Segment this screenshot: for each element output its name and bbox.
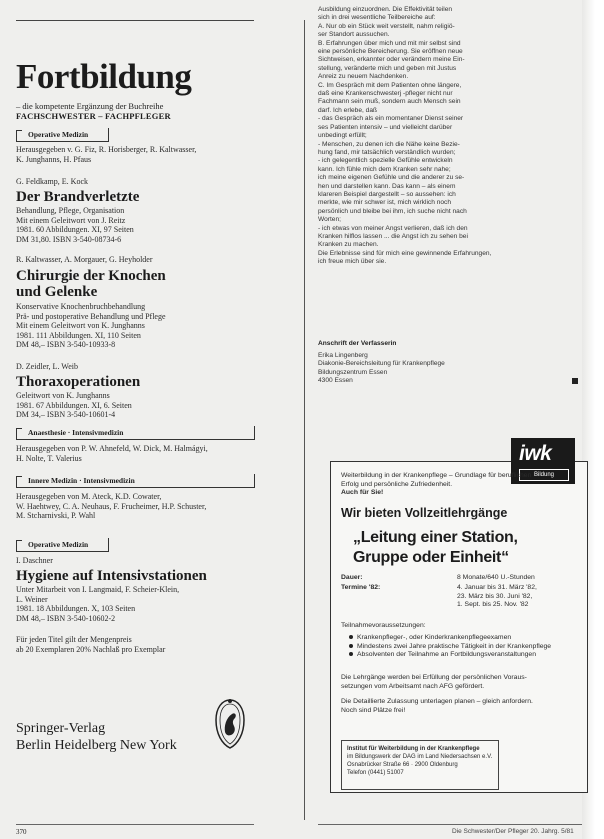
category-operative-medizin [16,538,120,552]
book-authors: R. Kaltwasser, A. Morgauer, G. Heyholder [16,255,153,264]
book-authors: I. Daschner [16,556,53,565]
category-anaesthesie [16,426,266,440]
termine-values: 4. Januar bis 31. März '82, 23. März bis 30. Juni '82, 1. Sept. bis 25. Nov. '82 [457,584,537,609]
editors: Herausgegeben von M. Ateck, K.D. Cowater, W. Haehtwey, C. A. Neuhaus, F. Frucheimer, H.P. Schuster, M. Stcharnivski, P. Wahl [16,492,207,521]
author-address: Erika Lingenberg Diakonie-Bereichsleitung für Krankenpflege Bildungszentrum Essen 4300 Essen [318,352,445,385]
column-divider [304,20,305,820]
category-innere-medizin [16,474,266,488]
list-item: Mindestens zwei Jahre praktische Tätigkeit in der Krankenpflege [349,643,551,652]
contact-note: Die Detaillierte Zulassung unterlagen planen – gleich anfordern. Noch sind Plätze frei! [341,698,533,714]
funding-note: Die Lehrgänge werden bei Erfüllung der persönlichen Voraus- setzungen vom Arbeitsamt nach AFG gefördert. [341,674,527,690]
ad-subline: – die kompetente Ergänzung der Buchreihe [16,101,164,111]
bracket-line [16,426,255,440]
category-label: Innere Medizin · Intensivmedizin [28,476,135,485]
footer-rule [16,824,254,825]
editors: Herausgegeben v. G. Fiz, R. Horisberger, R. Kaltwasser, K. Junghanns, H. Pfaus [16,145,197,164]
end-mark [572,378,578,384]
book-details: Unter Mitarbeit von I. Langmaid, F. Scheier-Klein, L. Weiner 1981. 18 Abbildungen. X, 103 Seiten DM 48,– ISBN 3-540-10602-2 [16,585,180,623]
footer-rule [318,824,582,825]
list-item: Absolventen der Teilnahme an Fortbildungsveranstaltungen [349,651,551,660]
journal-footer: Die Schwester/Der Pfleger 20. Jahrg. 5/81 [452,828,574,835]
list-item: Krankenpfleger-, oder Kinderkrankenpflegeexamen [349,634,551,643]
top-rule [16,20,254,21]
book-authors: D. Zeidler, L. Weib [16,362,78,371]
iwk-advertisement [330,442,588,793]
requirements-heading: Teilnahmevoraussetzungen: [341,622,426,629]
institute-address: Institut für Weiterbildung in der Krankenpflege im Bildungswerk der DAG im Land Niedersachsen e.V. Osnabrücker Straße 66 · 2900 Oldenburg Telefon (0441) 51007 [347,746,493,776]
ad-headline: Fortbildung [16,57,192,96]
book-title: Chirurgie der Knochen und Gelenke [16,268,166,300]
institute-address-box [341,740,499,790]
publisher-name: Springer-Verlag Berlin Heidelberg New York [16,721,177,753]
author-heading: Anschrift der Verfasserin [318,340,397,347]
bullet-icon [349,644,353,648]
logo-text: iwk [519,442,552,465]
book-details: Konservative Knochenbruchbehandlung Prä- und postoperative Behandlung und Pflege Mit einem Geleitwort von K. Junghanns 1981. 111 Abbildungen. XI, 110 Seiten DM 48,– ISBN 3-540-10933-8 [16,302,166,350]
termine-label: Termine '82: [341,584,381,591]
springer-horse-logo-icon [210,698,250,750]
requirements-list [349,634,551,660]
ad-headline: Wir bieten Vollzeitlehrgänge [341,506,508,520]
bullet-icon [349,635,353,639]
bracket-line [16,474,255,488]
article-body: Ausbildung einzuordnen. Die Effektivität teilen sich in drei wesentliche Teilbereiche auf: A. Nur ob ein Stück weit verstellt, nahm religiö- ser Standort aussuchen. B. Erfahrungen über mich und mit mir selbst sind eine persönliche Bereicherung. Sie eröffnen neue Sichtweisen, erkannter oder verändern meine Ein- stellung, veränderte mich und geben mit Justus Anreiz zu neuem Nachdenken. C. Im Gespräch mit dem Patienten ohne längere, daß eine Krankenschwesterj -pfleger nicht nur Fachmann sein muß, sondern auch Mensch sein darf. Ich erlebe, daß - das Gespräch als ein momentaner Dienst seiner ses Patienten intensiv – und vielleicht darüber unbedingt erfüllt; - Menschen, zu denen ich die Nähe keine Bezie- hung fand, mir tatsächlich verständlich wurden; - ich gelegentlich spezielle Gefühle entwickeln kann. Ich fühle mich dem Kranken sehr nahe; ich meine eigenen Gefühle und die anderer zu se- hen und darstellen kann. Das kann – als einem klareren Beispiel dargestellt – so aussehen: ich merkte, wie mir schwer ist, mich wirklich noch persönlich und bleibe bei ihm, ich suche nicht nach Worten; - ich etwas von meiner Angst verlieren, daß ich den Kranken hilflos lassen ... die Angst ich zu sehen bei Kranken zu machen. Die Erlebnisse sind für mich eine gewinnende Erfahrungen, ich freue mich über sie. [318,6,492,266]
series-name: FACHSCHWESTER – FACHPFLEGER [16,111,171,121]
category-label: Operative Medizin [28,540,89,549]
category-label: Anaesthesie · Intensivmedizin [28,428,124,437]
book-details: Geleitwort von K. Junghanns 1981. 67 Abbildungen. XI, 6. Seiten DM 34,– ISBN 3-540-10601-4 [16,391,132,420]
book-details: Behandlung, Pflege, Organisation Mit einem Geleitwort von J. Reitz 1981. 60 Abbildungen. XI, 97 Seiten DM 31,80. ISBN 3-540-08734-6 [16,206,134,244]
page-number: 370 [16,828,27,836]
book-title: Thoraxoperationen [16,374,141,390]
dauer-value: 8 Monate/640 U.-Stunden [457,574,535,581]
book-title: Hygiene auf Intensivstationen [16,568,207,584]
book-authors: G. Feldkamp, E. Kock [16,177,88,186]
dauer-label: Dauer: [341,574,363,581]
bullet-icon [349,652,353,656]
editors: Herausgegeben von P. W. Ahnefeld, W. Dick, M. Halmágyi, H. Nolte, T. Valerius [16,444,208,463]
price-note: Für jeden Titel gilt der Mengenpreis ab 20 Exemplaren 20% Nachlaß pro Exemplar [16,635,166,654]
ad-intro: Weiterbildung in der Krankenpflege – Grundlage für beruflichen Erfolg und persönliche Zufriedenheit. Auch für Sie! [341,472,532,497]
category-label: Operative Medizin [28,130,89,139]
bracket-line [16,538,109,552]
bracket-line [16,128,109,142]
book-title: Der Brandverletzte [16,189,140,205]
course-title: „Leitung einer Station, Gruppe oder Einheit“ [353,529,518,566]
category-operative-medizin [16,128,120,142]
logo-subtext: Bildung [519,469,569,481]
